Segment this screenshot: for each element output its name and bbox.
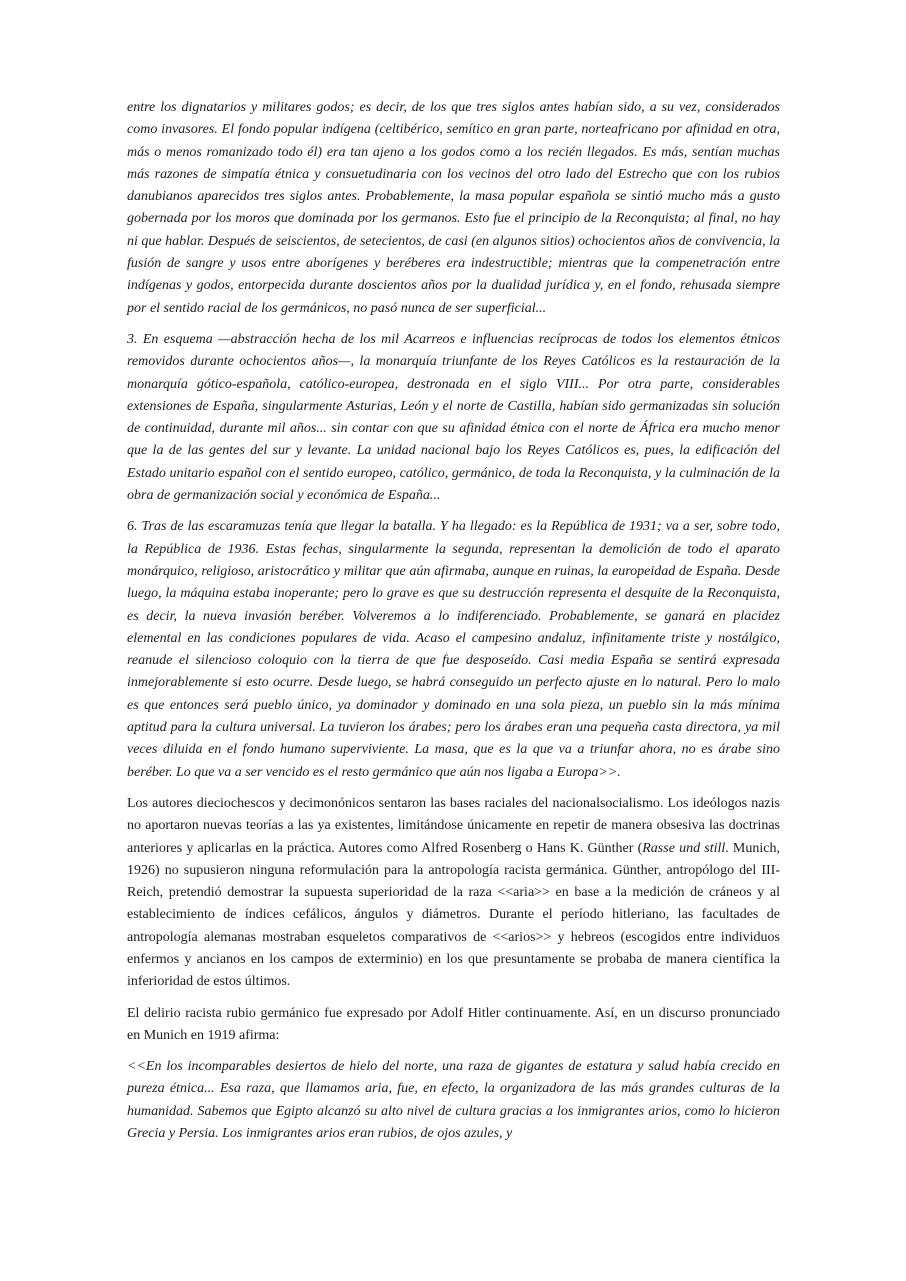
paragraph bbox=[127, 516, 780, 784]
paragraph bbox=[127, 329, 780, 507]
text-run: 3. En esquema —abstracción hecha de los mil Acarreos e influencias recíprocas de todos los elementos étnicos removidos durante ochocientos años—, la monarquía triunfante de los Reyes Católicos es la restauración de la monarquía gótico-española, católico-europea, destronada en el siglo VIII... Por otra parte, considerables extensiones de España, singularmente Asturias, León y el norte de Castilla, habían sido germanizadas sin solución de continuidad, durante mil años... sin contar con que su afinidad étnica con el norte de África era mucho menor que la de las gentes del sur y levante. La unidad nacional bajo los Reyes Católicos es, pues, la edificación del Estado unitario español con el sentido europeo, católico, germánico, de toda la Reconquista, y la culminación de la obra de germanización social y económica de España... bbox=[127, 331, 780, 504]
text-run: Rasse und still bbox=[642, 840, 726, 856]
text-run: El delirio racista rubio germánico fue expresado por Adolf Hitler continuamente. Así, en un discurso pronunciado en Munich en 1919 afirma: bbox=[127, 1005, 780, 1043]
text-run: . Munich, 1926) no supusieron ninguna reformulación para la antropología racista germánica. Günther, antropólogo del III-Reich, pretendió demostrar la supuesta superioridad de la raza <<aria>> en base a la medición de cráneos y al establecimiento de índices cefálicos, ángulos y diámetros. Durante el período hitleriano, las facultades de antropología alemanas mostraban esqueletos comparativos de <<arios>> y hebreos (escogidos entre individuos enfermos y ancianos en los campos de exterminio) en los que presuntamente se probaba de manera científica la inferioridad de estos últimos. bbox=[127, 840, 780, 990]
text-run: entre los dignatarios y militares godos; es decir, de los que tres siglos antes habían sido, a su vez, considerados como invasores. El fondo popular indígena (celtibérico, semítico en gran parte, norteafricano por afinidad en otra, más o menos romanizado todo él) era tan ajeno a los godos como a los recién llegados. Es más, sentían muchas más razones de simpatía étnica y consuetudinaria con los vecinos del otro lado del Estrecho que con los rubios danubianos aparecidos tres siglos antes. Probablemente, la masa popular española se sintió mucho más a gusto gobernada por los moros que dominada por los germanos. Esto fue el principio de la Reconquista; al final, no hay ni que hablar. Después de seiscientos, de setecientos, de casi (en algunos sitios) ochocientos años de convivencia, la fusión de sangre y usos entre aborígenes y beréberes era indestructible; mientras que la compenetración entre indígenas y godos, entorpecida durante doscientos años por la dualidad jurídica y, en el fondo, rehusada siempre por el sentido racial de los germánicos, no pasó nunca de ser superficial... bbox=[127, 100, 780, 316]
text-run: Los autores dieciochescos y decimonónicos sentaron las bases raciales del nacionalsocialismo. Los ideólogos nazis no aportaron nuevas teorías a las ya existentes, limitándose únicamente en repetir de manera obsesiva las doctrinas anteriores y aplicarlas en la práctica. Autores como Alfred Rosenberg o Hans K. Günther ( bbox=[127, 795, 780, 856]
document-text-body bbox=[127, 97, 780, 1154]
paragraph bbox=[127, 1056, 780, 1145]
paragraph bbox=[127, 1003, 780, 1048]
paragraph bbox=[127, 97, 780, 320]
text-run: 6. Tras de las escaramuzas tenía que llegar la batalla. Y ha llegado: es la República de 1931; va a ser, sobre todo, la República de 1936. Estas fechas, singularmente la segunda, representan la demolición de todo el aparato monárquico, religioso, aristocrático y militar que aún afirmaba, aunque en ruinas, la europeidad de España. Desde luego, la máquina estaba inoperante; pero lo grave es que su destrucción representa el desquite de la Reconquista, es decir, la nueva invasión beréber. Volveremos a lo indiferenciado. Probablemente, se ganará en placidez elemental en las condiciones populares de vida. Acaso el campesino andaluz, infinitamente triste y nostálgico, reanude el silencioso coloquio con la tierra de que fue desposeído. Casi media España se sentirá expresada inmejorablemente si esto ocurre. Desde luego, se habrá conseguido un perfecto ajuste en lo natural. Pero lo malo es que entonces será pueblo único, ya dominador y dominado en una sola pieza, un pueblo sin la más mínima aptitud para la cultura universal. La tuvieron los árabes; pero los árabes eran una pequeña casta directora, ya mil veces diluida en el fondo humano superviviente. La masa, que es la que va a triunfar ahora, no es árabe sino beréber. Lo que va a ser vencido es el resto germánico que aún nos ligaba a Europa>>. bbox=[127, 519, 780, 780]
paragraph bbox=[127, 793, 780, 994]
text-run: <<En los incomparables desiertos de hielo del norte, una raza de gigantes de estatura y salud había crecido en pureza étnica... Esa raza, que llamamos aria, fue, en efecto, la organizadora de las más grandes culturas de la humanidad. Sabemos que Egipto alcanzó su alto nivel de cultura gracias a los inmigrantes arios, como lo hicieron Grecia y Persia. Los inmigrantes arios eran rubios, de ojos azules, y bbox=[127, 1059, 780, 1142]
